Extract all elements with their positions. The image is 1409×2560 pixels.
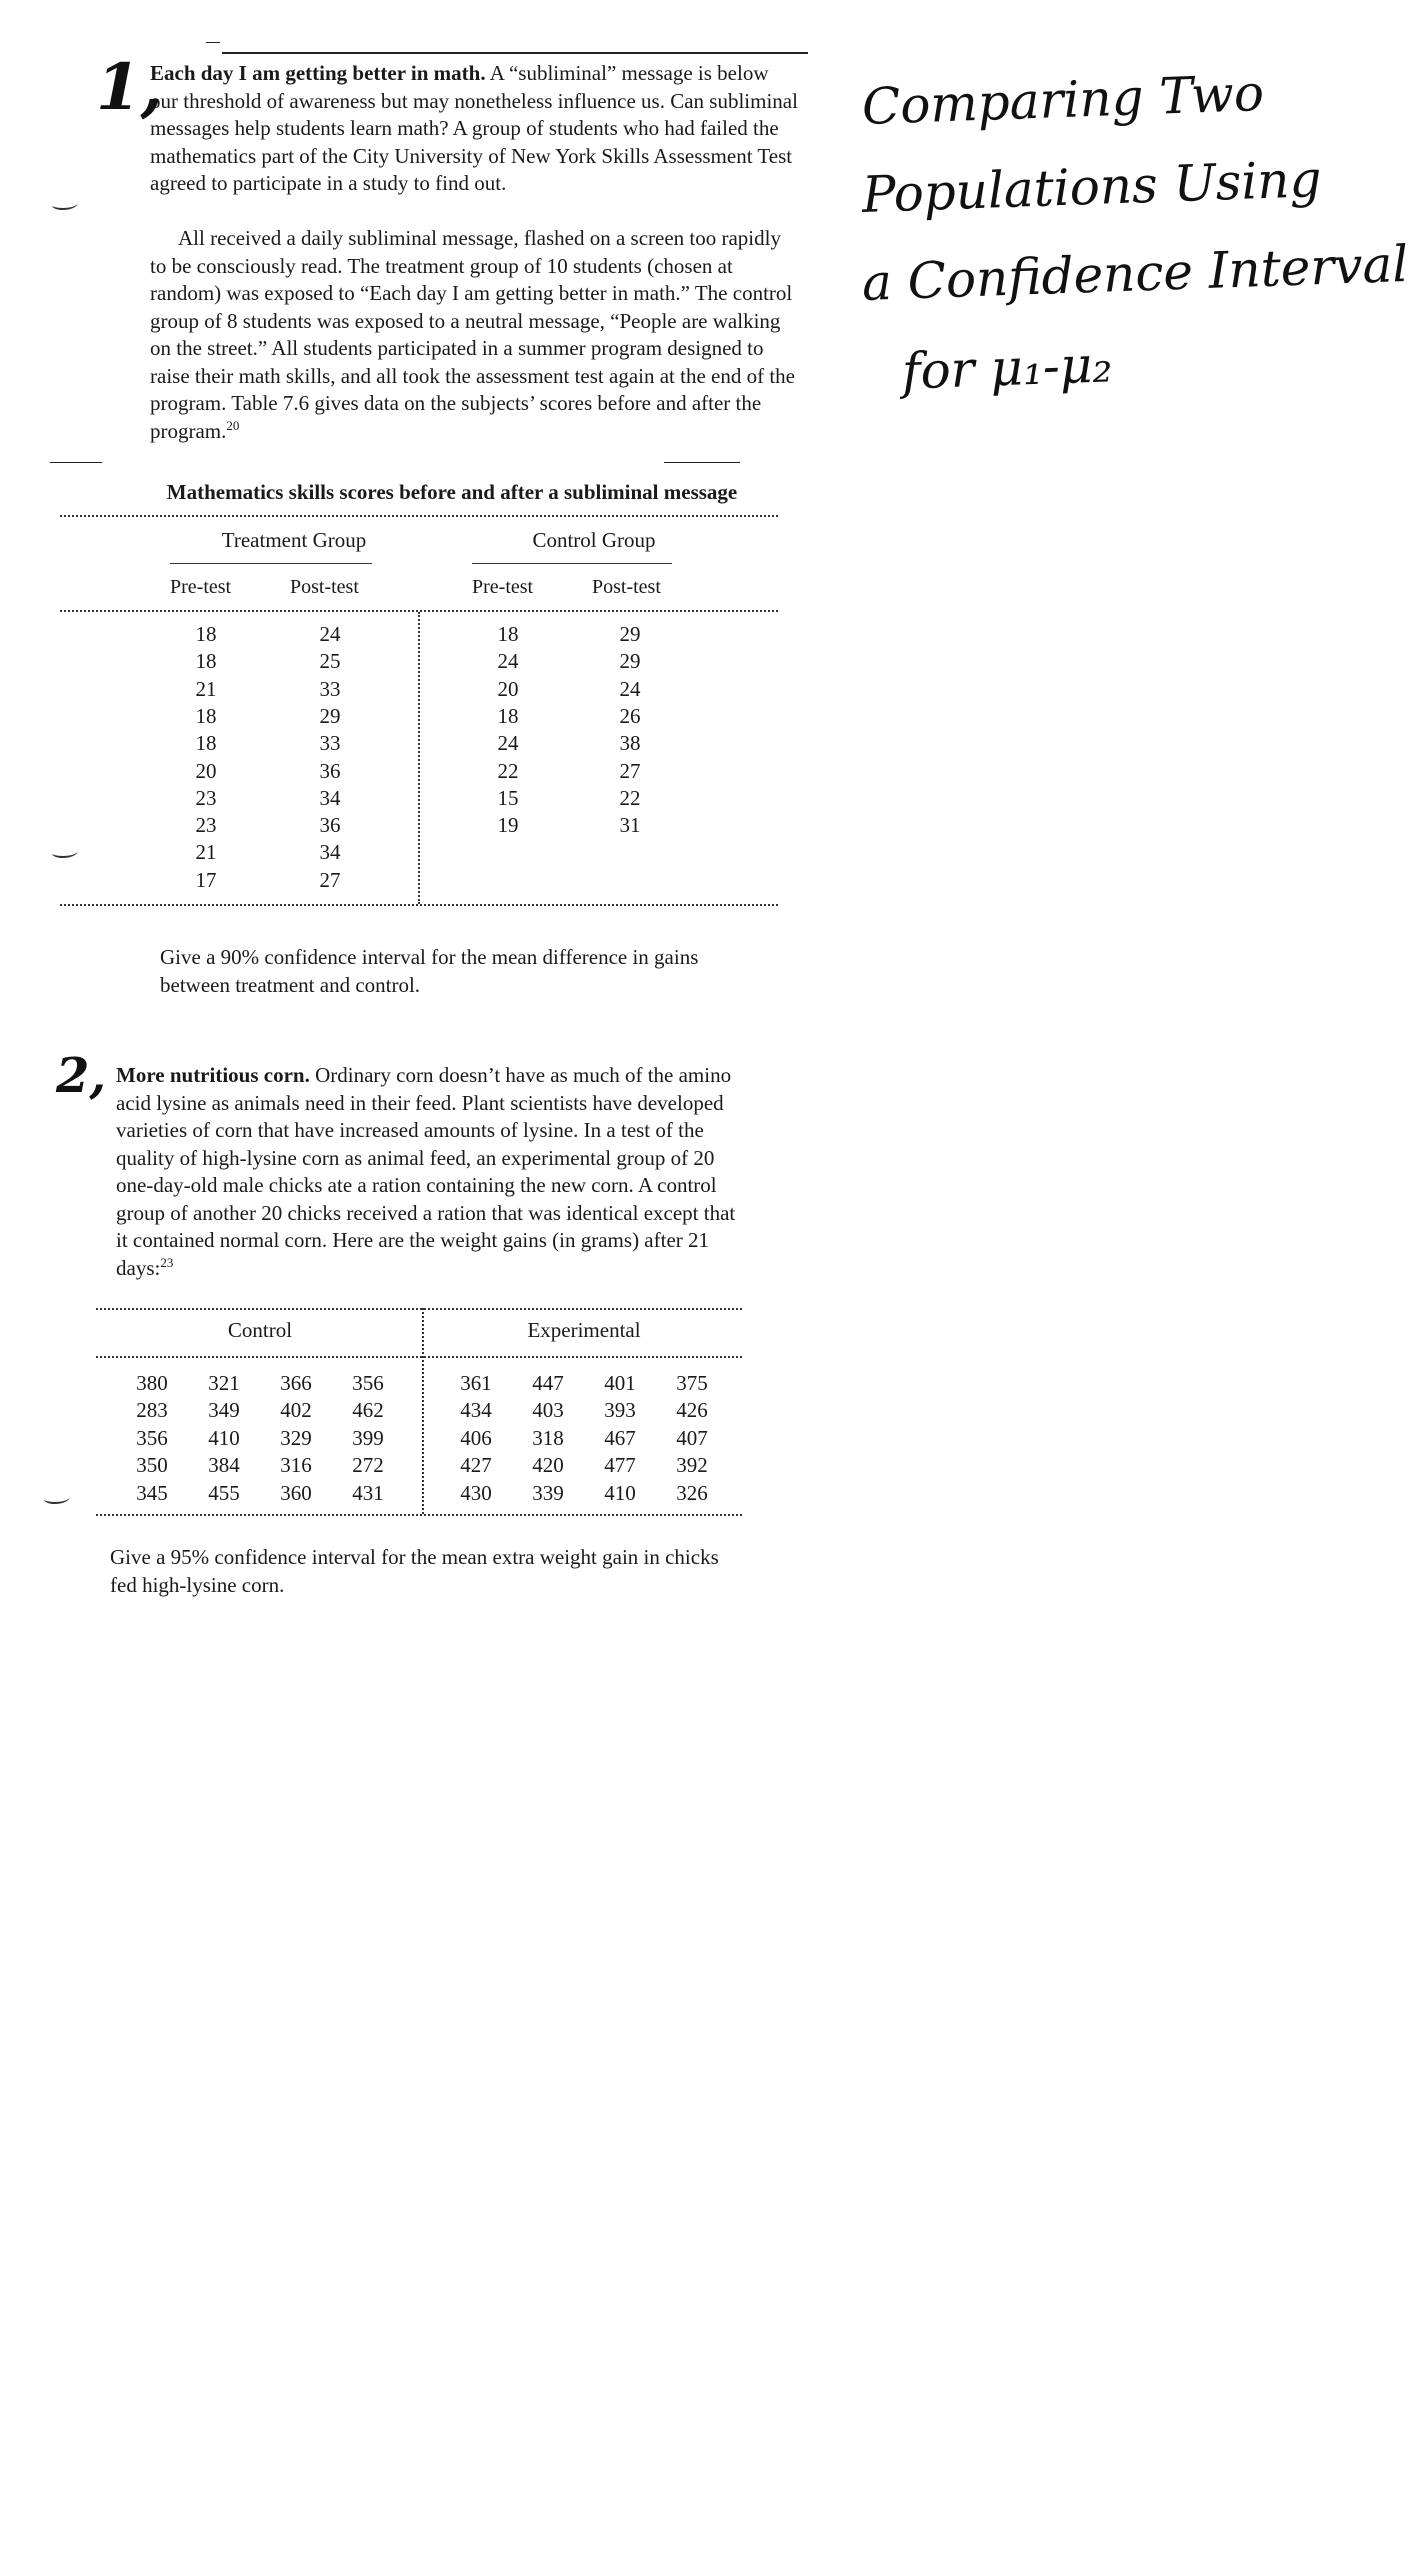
table-cell: 326	[676, 1480, 708, 1505]
table-cell: 34	[319, 840, 341, 865]
table-cell: 22	[619, 785, 641, 810]
table-cell: 318	[532, 1425, 564, 1450]
table-cell: 18	[195, 649, 217, 674]
table-cell: 26	[619, 703, 641, 728]
footnote-23: 23	[160, 1254, 174, 1270]
table-cell: 431	[352, 1480, 384, 1505]
side-note-line: Comparing Two	[860, 63, 1265, 136]
table-rule	[60, 515, 778, 517]
table-cell: 399	[352, 1425, 384, 1450]
table-cell: 36	[319, 758, 341, 783]
table-cell: 434	[460, 1398, 492, 1423]
problem-1-intro	[150, 60, 800, 198]
table-cell: 403	[532, 1398, 564, 1423]
table-cell: 349	[208, 1398, 240, 1423]
table-rule	[96, 1356, 742, 1358]
table-cell: 350	[136, 1453, 168, 1478]
table-cell: 18	[195, 703, 217, 728]
table-cell: 27	[319, 867, 341, 892]
column-header: Post-test	[592, 576, 661, 598]
table-cell: 420	[532, 1453, 564, 1478]
side-note	[860, 63, 1409, 408]
table-cell: 272	[352, 1453, 384, 1478]
section-rule	[664, 462, 740, 463]
table-column-separator	[418, 612, 420, 904]
table-cell: 447	[532, 1371, 564, 1395]
side-note-line: a Confidence Interval	[860, 234, 1409, 312]
top-rule	[222, 52, 808, 54]
problem-1-number: 1,	[96, 50, 163, 125]
control-group-heading: Control Group	[532, 528, 656, 552]
top-rule-short	[206, 42, 220, 43]
margin-tick	[44, 1492, 70, 1504]
control-heading: Control	[227, 1318, 293, 1342]
treatment-group-underline	[170, 563, 372, 564]
footnote-20: 20	[226, 417, 240, 433]
problem-2-text	[116, 1062, 746, 1282]
table-cell: 33	[319, 731, 341, 756]
table-cell: 375	[676, 1371, 708, 1395]
problem-2-number: 2,	[56, 1048, 107, 1104]
table-cell: 360	[280, 1480, 312, 1505]
column-header: Post-test	[290, 576, 359, 598]
table-cell: 23	[195, 785, 217, 810]
table-cell: 24	[319, 622, 341, 646]
problem-1-question: Give a 90% confidence interval for the mean difference in gains between treatment and control.	[160, 945, 699, 997]
table-cell: 356	[352, 1371, 384, 1395]
problem-2-body: Ordinary corn doesn’t have as much of the amino acid lysine as animals need in their feed. Plant scientists have developed varieties of corn that have increased amounts of lysine. In a test of the quality of high-lysine corn as animal feed, an experimental group of 20 one-day-old male chicks ate a ration containing the new corn. A control group of another 20 chicks received a ration that was identical except that it contained normal corn. Here are the weight gains (in grams) after 21 days:	[116, 1063, 736, 1280]
table-column-separator	[422, 1308, 424, 1514]
table-cell: 19	[497, 813, 519, 838]
table-rule	[96, 1308, 742, 1310]
table-cell: 20	[195, 758, 217, 783]
margin-tick	[52, 846, 78, 858]
table-cell: 29	[319, 703, 341, 728]
problem-1-para2	[150, 225, 800, 445]
table-cell: 18	[195, 731, 217, 756]
table-cell: 401	[604, 1371, 636, 1395]
table-cell: 24	[497, 649, 519, 674]
margin-tick	[52, 198, 78, 210]
table-cell: 392	[676, 1453, 708, 1478]
scores-table-title: Mathematics skills scores before and after a subliminal message	[166, 480, 738, 504]
treatment-group-heading: Treatment Group	[221, 528, 367, 552]
table-cell: 361	[460, 1371, 492, 1395]
table-cell: 407	[676, 1425, 708, 1450]
table-cell: 339	[532, 1480, 564, 1505]
table-cell: 31	[619, 813, 641, 838]
table-cell: 329	[280, 1425, 312, 1450]
table-cell: 380	[136, 1371, 168, 1395]
problem-1-intro-text: A “subliminal” message is below our threshold of awareness but may nonetheless influence us. Can subliminal messages help students learn math? A group of students who had failed the mathematics part of the City University of New York Skills Assessment Test agreed to participate in a study to find out.	[150, 61, 798, 195]
section-rule	[50, 462, 102, 463]
table-cell: 25	[319, 649, 341, 674]
column-header: Pre-test	[472, 576, 534, 598]
table-cell: 455	[208, 1480, 240, 1505]
table-cell: 462	[352, 1398, 384, 1423]
table-cell: 477	[604, 1453, 636, 1478]
table-cell: 23	[195, 813, 217, 838]
table-cell: 316	[280, 1453, 312, 1478]
table-cell: 21	[195, 840, 217, 865]
table-cell: 38	[619, 731, 641, 756]
table-cell: 17	[195, 867, 217, 892]
table-cell: 406	[460, 1425, 492, 1450]
column-header: Pre-test	[170, 576, 232, 598]
table-cell: 18	[497, 622, 519, 646]
table-cell: 402	[280, 1398, 312, 1423]
table-cell: 410	[208, 1425, 240, 1450]
table-cell: 29	[619, 622, 641, 646]
side-note-line: Populations Using	[860, 149, 1323, 224]
table-cell: 21	[195, 676, 217, 701]
table-cell: 384	[208, 1453, 240, 1478]
table-cell: 393	[604, 1398, 636, 1423]
table-cell: 18	[497, 703, 519, 728]
problem-2-title: More nutritious corn.	[116, 1063, 310, 1087]
table-cell: 33	[319, 676, 341, 701]
table-cell: 29	[619, 649, 641, 674]
table-cell: 34	[319, 785, 341, 810]
table-cell: 20	[497, 676, 519, 701]
table-cell: 15	[497, 785, 519, 810]
table-rule	[96, 1514, 742, 1516]
table-cell: 18	[195, 622, 217, 646]
table-cell: 24	[619, 676, 641, 701]
table-cell: 27	[619, 758, 641, 783]
table-cell: 36	[319, 813, 341, 838]
side-note-line: for μ₁-μ₂	[900, 335, 1114, 401]
table-cell: 410	[604, 1480, 636, 1505]
problem-1-title: Each day I am getting better in math.	[150, 61, 486, 85]
table-cell: 426	[676, 1398, 708, 1423]
scores-table	[60, 480, 792, 505]
table-cell: 427	[460, 1453, 492, 1478]
problem-2-question: Give a 95% confidence interval for the mean extra weight gain in chicks fed high-lysine corn.	[110, 1545, 719, 1597]
table-cell: 22	[497, 758, 519, 783]
table-cell: 467	[604, 1425, 636, 1450]
table-cell: 24	[497, 731, 519, 756]
control-group-underline	[472, 563, 672, 564]
table-cell: 321	[208, 1371, 240, 1395]
table-cell: 366	[280, 1371, 312, 1395]
table-cell: 345	[136, 1480, 168, 1505]
table-cell: 430	[460, 1480, 492, 1505]
table-rule	[60, 904, 778, 906]
table-cell: 356	[136, 1425, 168, 1450]
table-cell: 283	[136, 1398, 168, 1423]
experimental-heading: Experimental	[527, 1318, 641, 1342]
problem-1-para2-text: All received a daily subliminal message, flashed on a screen too rapidly to be consciously read. The treatment group of 10 students (chosen at random) was exposed to “Each day I am getting better in math.” The control group of 8 students was exposed to a neutral message, “People are walking on the street.” All students participated in a summer program designed to raise their math skills, and all took the assessment test again at the end of the program. Table 7.6 gives data on the subjects’ scores before and after the program.	[150, 226, 796, 443]
